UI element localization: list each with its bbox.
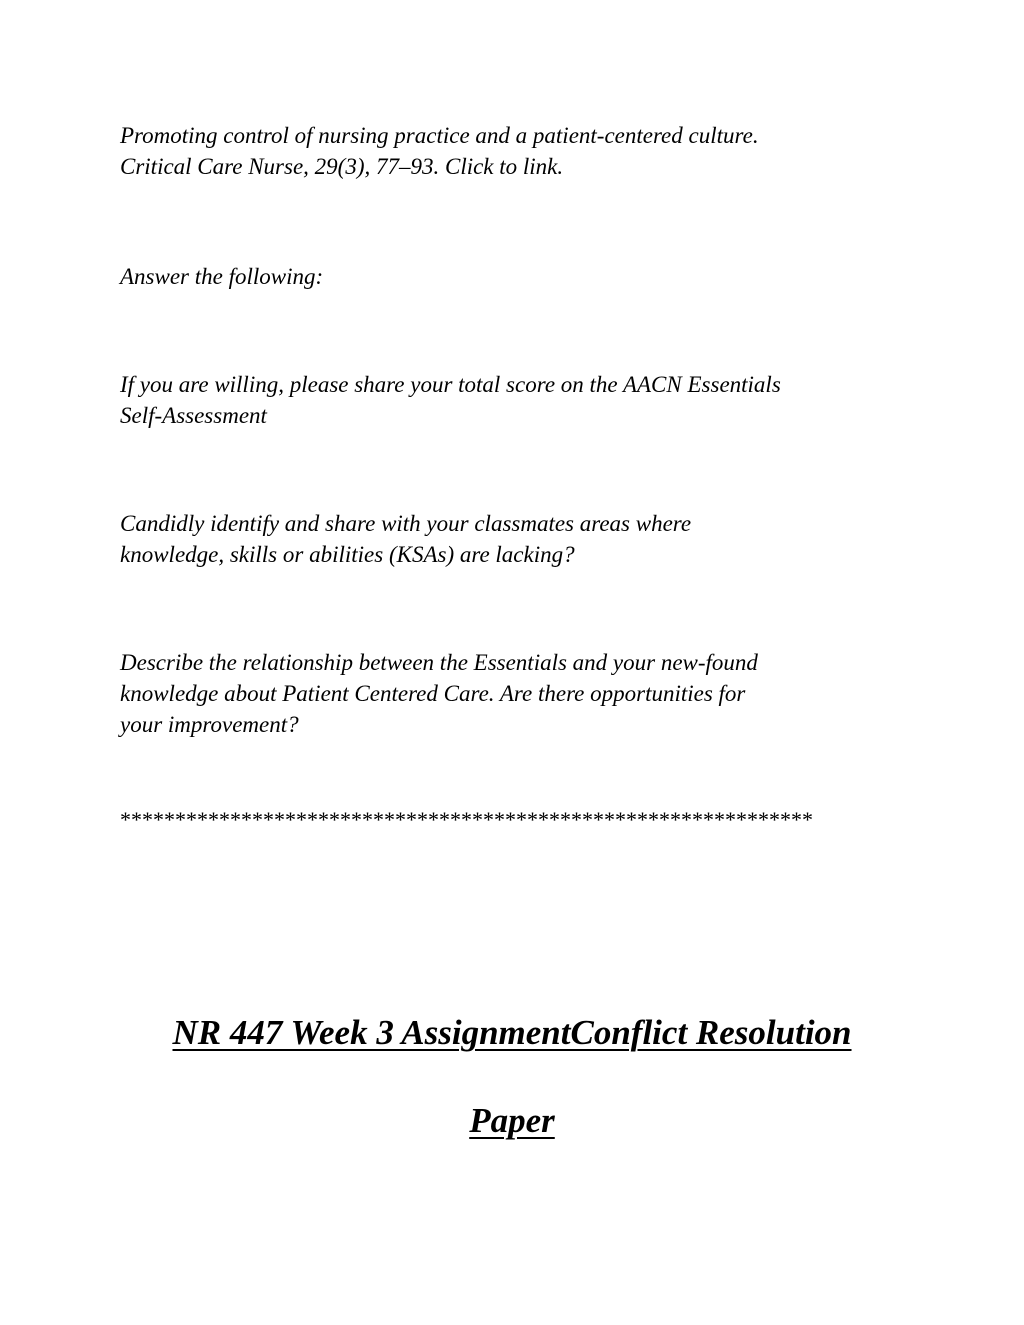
separator-line: *************************************************************** <box>120 807 813 832</box>
question-3 <box>120 647 920 740</box>
reference-citation <box>120 120 920 182</box>
question-1 <box>120 369 920 431</box>
instruction-line: Answer the following: <box>120 264 324 289</box>
reference-line-1: Promoting control of nursing practice and a patient-centered culture. <box>120 123 759 148</box>
section-heading-line-2: Paper <box>469 1101 555 1140</box>
reference-line-2: Critical Care Nurse, 29(3), 77–93. Click to link. <box>120 154 564 179</box>
question-2-line-1: Candidly identify and share with your classmates areas where <box>120 511 692 536</box>
question-2 <box>120 508 920 570</box>
instruction-text <box>120 261 920 292</box>
question-3-line-3: your improvement? <box>120 712 299 737</box>
question-1-line-2: Self-Assessment <box>120 403 267 428</box>
question-3-line-2: knowledge about Patient Centered Care. Are there opportunities for <box>120 681 746 706</box>
question-2-line-2: knowledge, skills or abilities (KSAs) are lacking? <box>120 542 575 567</box>
question-3-line-1: Describe the relationship between the Essentials and your new-found <box>120 650 758 675</box>
section-heading-line-1: NR 447 Week 3 AssignmentConflict Resolution <box>172 1013 852 1052</box>
question-1-line-1: If you are willing, please share your total score on the AACN Essentials <box>120 372 781 397</box>
